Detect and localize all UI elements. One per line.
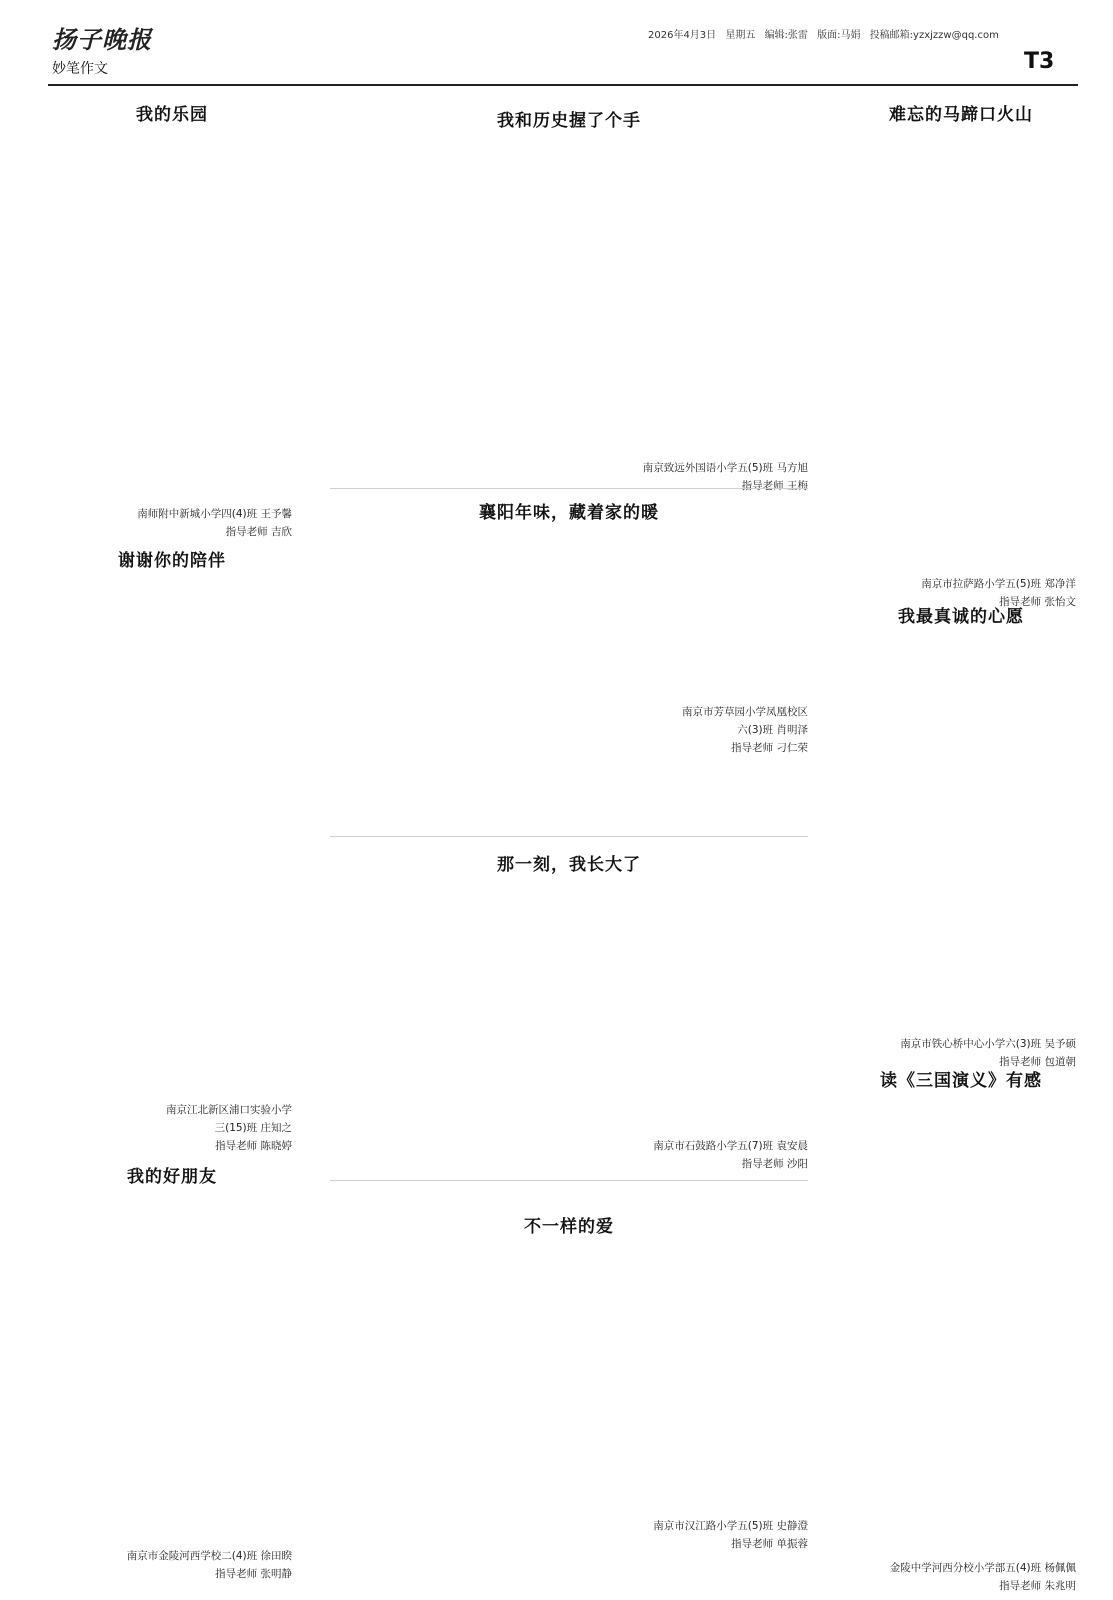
article-my-paradise bbox=[52, 100, 292, 541]
issue-date: 2026年4月3日 bbox=[648, 30, 717, 41]
article-good-friend bbox=[52, 1162, 292, 1583]
article-body bbox=[52, 135, 292, 505]
header-rule bbox=[48, 84, 1078, 86]
layout-editor: 版面:马娟 bbox=[817, 30, 861, 41]
article-title: 不一样的爱 bbox=[524, 1217, 614, 1237]
page-number: T3 bbox=[1024, 49, 1055, 74]
byline-school: 南京市拉萨路小学五(5)班 郑净洋 bbox=[921, 578, 1076, 590]
byline-class: 三(15)班 庄知之 bbox=[214, 1122, 292, 1134]
byline-school: 南京市芳草园小学凤凰校区 bbox=[682, 706, 808, 718]
article-title: 我和历史握了个手 bbox=[497, 111, 641, 131]
article-title: 谢谢你的陪伴 bbox=[118, 551, 226, 571]
article-body bbox=[330, 533, 808, 703]
byline-school: 南京江北新区浦口实验小学 bbox=[166, 1104, 292, 1116]
article-title: 襄阳年味，藏着家的暖 bbox=[479, 503, 659, 523]
article-title: 我的乐园 bbox=[136, 105, 208, 125]
article-body bbox=[330, 885, 808, 1137]
article-volcano bbox=[846, 100, 1076, 611]
byline-teacher: 指导老师 单振蓉 bbox=[731, 1538, 808, 1550]
byline-school: 南京市汉江路小学五(5)班 史静澄 bbox=[653, 1520, 808, 1532]
article-three-kingdoms bbox=[846, 1066, 1076, 1595]
article-title: 难忘的马蹄口火山 bbox=[889, 105, 1033, 125]
article-separator bbox=[330, 836, 808, 837]
article-body bbox=[52, 581, 292, 1101]
article-sincere-wish bbox=[846, 602, 1076, 1071]
article-xiangyang bbox=[330, 498, 808, 757]
article-body bbox=[330, 1247, 808, 1517]
byline-school: 南师附中新城小学四(4)班 王予馨 bbox=[137, 508, 292, 520]
byline-school: 南京市金陵河西学校二(4)班 徐田睽 bbox=[126, 1550, 292, 1562]
article-body bbox=[330, 141, 808, 459]
byline-school: 南京市铁心桥中心小学六(3)班 吴予硕 bbox=[900, 1038, 1076, 1050]
editor: 编辑:张雷 bbox=[764, 30, 808, 41]
submission-email: 投稿邮箱:yzxjzzw@qq.com bbox=[869, 30, 999, 41]
byline-school: 金陵中学河西分校小学部五(4)班 杨佩佩 bbox=[889, 1562, 1076, 1574]
article-grew-up bbox=[330, 850, 808, 1173]
byline-teacher: 指导老师 陈晓婷 bbox=[215, 1140, 292, 1152]
header-info bbox=[648, 26, 1005, 41]
byline-school: 南京致远外国语小学五(5)班 马方旭 bbox=[642, 462, 808, 474]
article-title: 那一刻，我长大了 bbox=[497, 855, 641, 875]
byline-teacher: 指导老师 吉欣 bbox=[225, 526, 292, 538]
issue-weekday: 星期五 bbox=[725, 30, 756, 41]
article-title: 我最真诚的心愿 bbox=[898, 607, 1024, 627]
byline-teacher: 指导老师 沙阳 bbox=[741, 1158, 808, 1170]
article-body bbox=[52, 1197, 292, 1547]
byline-teacher: 指导老师 张怡文 bbox=[999, 596, 1076, 608]
article-title: 读《三国演义》有感 bbox=[880, 1071, 1042, 1091]
article-different-love bbox=[330, 1212, 808, 1553]
section-name: 妙笔作文 bbox=[52, 61, 108, 77]
byline-class: 六(3)班 肖明泽 bbox=[737, 724, 808, 736]
article-body bbox=[846, 1101, 1076, 1559]
masthead: 扬子晚报 bbox=[52, 25, 152, 54]
article-body bbox=[846, 637, 1076, 1035]
byline-teacher: 指导老师 王梅 bbox=[741, 480, 808, 492]
article-title: 我的好朋友 bbox=[127, 1167, 217, 1187]
article-thank-you bbox=[52, 546, 292, 1155]
byline-teacher: 指导老师 朱兆明 bbox=[999, 1580, 1076, 1592]
article-separator bbox=[330, 488, 808, 489]
article-body bbox=[846, 135, 1076, 575]
byline-teacher: 指导老师 包道朝 bbox=[999, 1056, 1076, 1068]
article-separator bbox=[330, 1180, 808, 1181]
byline-school: 南京市石鼓路小学五(7)班 袁安晨 bbox=[653, 1140, 808, 1152]
article-history bbox=[330, 106, 808, 495]
byline-teacher: 指导老师 刁仁荣 bbox=[731, 742, 808, 754]
byline-teacher: 指导老师 张明静 bbox=[215, 1568, 292, 1580]
